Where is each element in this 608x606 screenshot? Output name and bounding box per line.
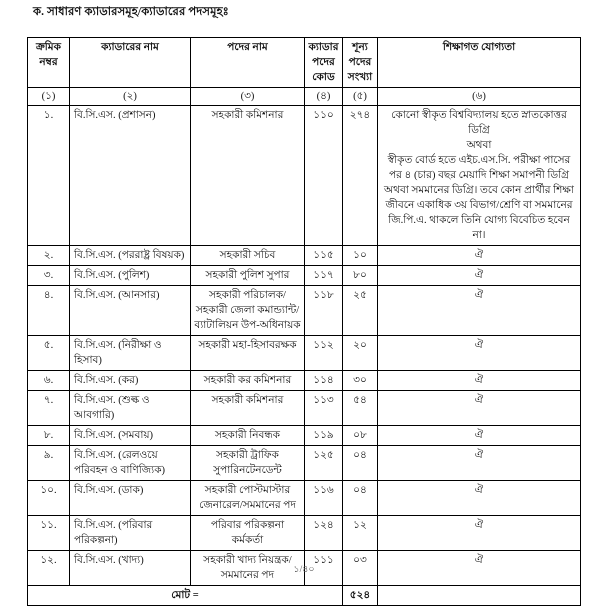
serial-cell: ১০.: [28, 481, 70, 516]
cadre-name-cell: বি.সি.এস. (আনসার): [70, 286, 191, 336]
qualification-cell: ঐ: [378, 246, 581, 266]
vacancy-count-cell: ৮০: [343, 266, 378, 286]
table-row: [28, 336, 581, 371]
cadre-name-cell: বি.সি.এস. (পরিবার পরিকল্পনা): [70, 516, 191, 551]
qualification-cell: ঐ: [378, 446, 581, 481]
vacancy-count-cell: ২৫: [343, 286, 378, 336]
serial-cell: ৩.: [28, 266, 70, 286]
post-name-cell: সহকারী কমিশনার: [191, 391, 305, 426]
table-row: [28, 266, 581, 286]
column-number-row: [28, 88, 581, 106]
post-code-cell: ১১৭: [305, 266, 343, 286]
qualification-cell: [378, 106, 581, 246]
serial-cell: ১১.: [28, 516, 70, 551]
post-name-cell: সহকারী মহা-হিসাবরক্ষক: [191, 336, 305, 371]
serial-cell: ৫.: [28, 336, 70, 371]
qualification-cell: ঐ: [378, 391, 581, 426]
cadre-name-cell: বি.সি.এস. (শুল্ক ও আবগারি): [70, 391, 191, 426]
table-row: [28, 446, 581, 481]
qualification-cell: ঐ: [378, 516, 581, 551]
vacancy-count-cell: ২০: [343, 336, 378, 371]
serial-cell: ৭.: [28, 391, 70, 426]
post-name-cell: সহকারী খাদ্য নিয়ন্ত্রক/ সমমানের পদ: [191, 551, 305, 586]
qualification-text: [381, 108, 577, 243]
column-number-2: (২): [70, 88, 191, 106]
vacancy-count-cell: ০৩: [343, 551, 378, 586]
header-educational-qualification: শিক্ষাগত যোগ্যতা: [378, 38, 581, 88]
post-code-cell: ১১৪: [305, 371, 343, 391]
table-row: [28, 391, 581, 426]
header-cadre-post-code: ক্যাডার পদের কোড: [305, 38, 343, 88]
header-serial-number: ক্রমিক নম্বর: [28, 38, 70, 88]
post-name-cell: সহকারী পোস্টমাস্টার জেনারেল/সমমানের পদ: [191, 481, 305, 516]
vacancy-count-cell: ০৪: [343, 446, 378, 481]
qualification-cell: ঐ: [378, 551, 581, 586]
header-cadre-name: ক্যাডারের নাম: [70, 38, 191, 88]
total-label-cell: মোট =: [28, 586, 343, 606]
serial-cell: ১২.: [28, 551, 70, 586]
cadre-name-cell: বি.সি.এস. (রেলওয়ে পরিবহন ও বাণিজ্যিক): [70, 446, 191, 481]
vacancy-count-cell: ০৮: [343, 426, 378, 446]
serial-cell: ৯.: [28, 446, 70, 481]
serial-cell: ৮.: [28, 426, 70, 446]
vacancy-count-cell: ০৪: [343, 481, 378, 516]
post-code-cell: ১১৮: [305, 286, 343, 336]
column-number-3: (৩): [191, 88, 305, 106]
vacancy-count-cell: ৩০: [343, 371, 378, 391]
cadre-name-cell: বি.সি.এস. (প্রশাসন): [70, 106, 191, 246]
qualification-cell: ঐ: [378, 266, 581, 286]
post-code-cell: ১১৫: [305, 246, 343, 266]
serial-cell: ২.: [28, 246, 70, 266]
post-name-cell: সহকারী কমিশনার: [191, 106, 305, 246]
header-post-name: পদের নাম: [191, 38, 305, 88]
cadre-name-cell: বি.সি.এস. (খাদ্য): [70, 551, 191, 586]
column-number-4: (৪): [305, 88, 343, 106]
table-row: [28, 371, 581, 391]
qualification-cell: ঐ: [378, 371, 581, 391]
table-row: [28, 426, 581, 446]
post-code-cell: ১২৫: [305, 446, 343, 481]
vacancy-count-cell: ২৭৪: [343, 106, 378, 246]
post-name-cell: সহকারী সচিব: [191, 246, 305, 266]
qualification-cell: ঐ: [378, 426, 581, 446]
post-name-cell: সহকারী পরিচালক/সহকারী জেলা কমান্ড্যান্ট/ব্যাটালিয়ন উপ-অধিনায়ক: [191, 286, 305, 336]
post-name-cell: সহকারী পুলিশ সুপার: [191, 266, 305, 286]
table-row: [28, 286, 581, 336]
qualification-cell: ঐ: [378, 481, 581, 516]
header-vacant-posts-count: শূন্য পদের সংখ্যা: [343, 38, 378, 88]
table-row: [28, 246, 581, 266]
total-row: [28, 586, 581, 606]
table-row: [28, 481, 581, 516]
column-number-5: (৫): [343, 88, 378, 106]
vacancy-count-cell: ৫৪: [343, 391, 378, 426]
serial-cell: ৪.: [28, 286, 70, 336]
table-row: [28, 106, 581, 246]
column-number-6: (৬): [378, 88, 581, 106]
document-title: ক. সাধারণ ক্যাডারসমূহ/ক্যাডারের পদসমূহঃ: [33, 6, 229, 18]
cadre-name-cell: বি.সি.এস. (কর): [70, 371, 191, 391]
post-name-cell: সহকারী ট্রাফিক সুপারিনটেনডেন্ট: [191, 446, 305, 481]
cadre-name-cell: বি.সি.এস. (সমবায়): [70, 426, 191, 446]
total-value-cell: ৫২৪: [343, 586, 378, 606]
qualification-line-degree: কোনো স্বীকৃত বিশ্ববিদ্যালয় হতে স্নাতকোত্তর ডিগ্রি: [391, 110, 567, 136]
cadre-name-cell: বি.সি.এস. (ডাক): [70, 481, 191, 516]
post-code-cell: ১১৩: [305, 391, 343, 426]
vacancy-count-cell: ১২: [343, 516, 378, 551]
post-code-cell: ১২৪: [305, 516, 343, 551]
qualification-cell: ঐ: [378, 286, 581, 336]
cadre-name-cell: বি.সি.এস. (নিরীক্ষা ও হিসাব): [70, 336, 191, 371]
qualification-line-or: অথবা: [466, 140, 492, 151]
cadre-name-cell: বি.সি.এস. (পররাষ্ট্র বিষয়ক): [70, 246, 191, 266]
post-code-cell: ১১১: [305, 551, 343, 586]
vacancy-count-cell: ১০: [343, 246, 378, 266]
table-header-row: [28, 38, 581, 88]
post-code-cell: ১১৬: [305, 481, 343, 516]
post-code-cell: ১১৯: [305, 426, 343, 446]
cadre-name-cell: বি.সি.এস. (পুলিশ): [70, 266, 191, 286]
page-number: ১/৪০: [293, 565, 315, 575]
post-code-cell: ১১০: [305, 106, 343, 246]
qualification-line-alternative: স্বীকৃত বোর্ড হতে এইচ.এস.সি. পরীক্ষা পাসের পর ৪ (চার) বছর মেয়াদি শিক্ষা সমাপনী ডিগ্রি অথবা সমমানের ডিগ্রি। তবে কোন প্রার্থীর শিক্ষা জীবনে একাধিক ৩য় বিভাগ/শ্রেণি বা সমমানের জি.পি.এ. থাকলে তিনি যোগ্য বিবেচিত হবেন না।: [384, 155, 574, 241]
total-empty-cell: [378, 586, 581, 606]
serial-cell: ১.: [28, 106, 70, 246]
qualification-cell: ঐ: [378, 336, 581, 371]
post-name-cell: সহকারী নিবন্ধক: [191, 426, 305, 446]
column-number-1: (১): [28, 88, 70, 106]
post-name-cell: পরিবার পরিকল্পনা কর্মকর্তা: [191, 516, 305, 551]
cadre-posts-table: [27, 37, 581, 606]
table-row: [28, 516, 581, 551]
post-code-cell: ১১২: [305, 336, 343, 371]
post-name-cell: সহকারী কর কমিশনার: [191, 371, 305, 391]
serial-cell: ৬.: [28, 371, 70, 391]
